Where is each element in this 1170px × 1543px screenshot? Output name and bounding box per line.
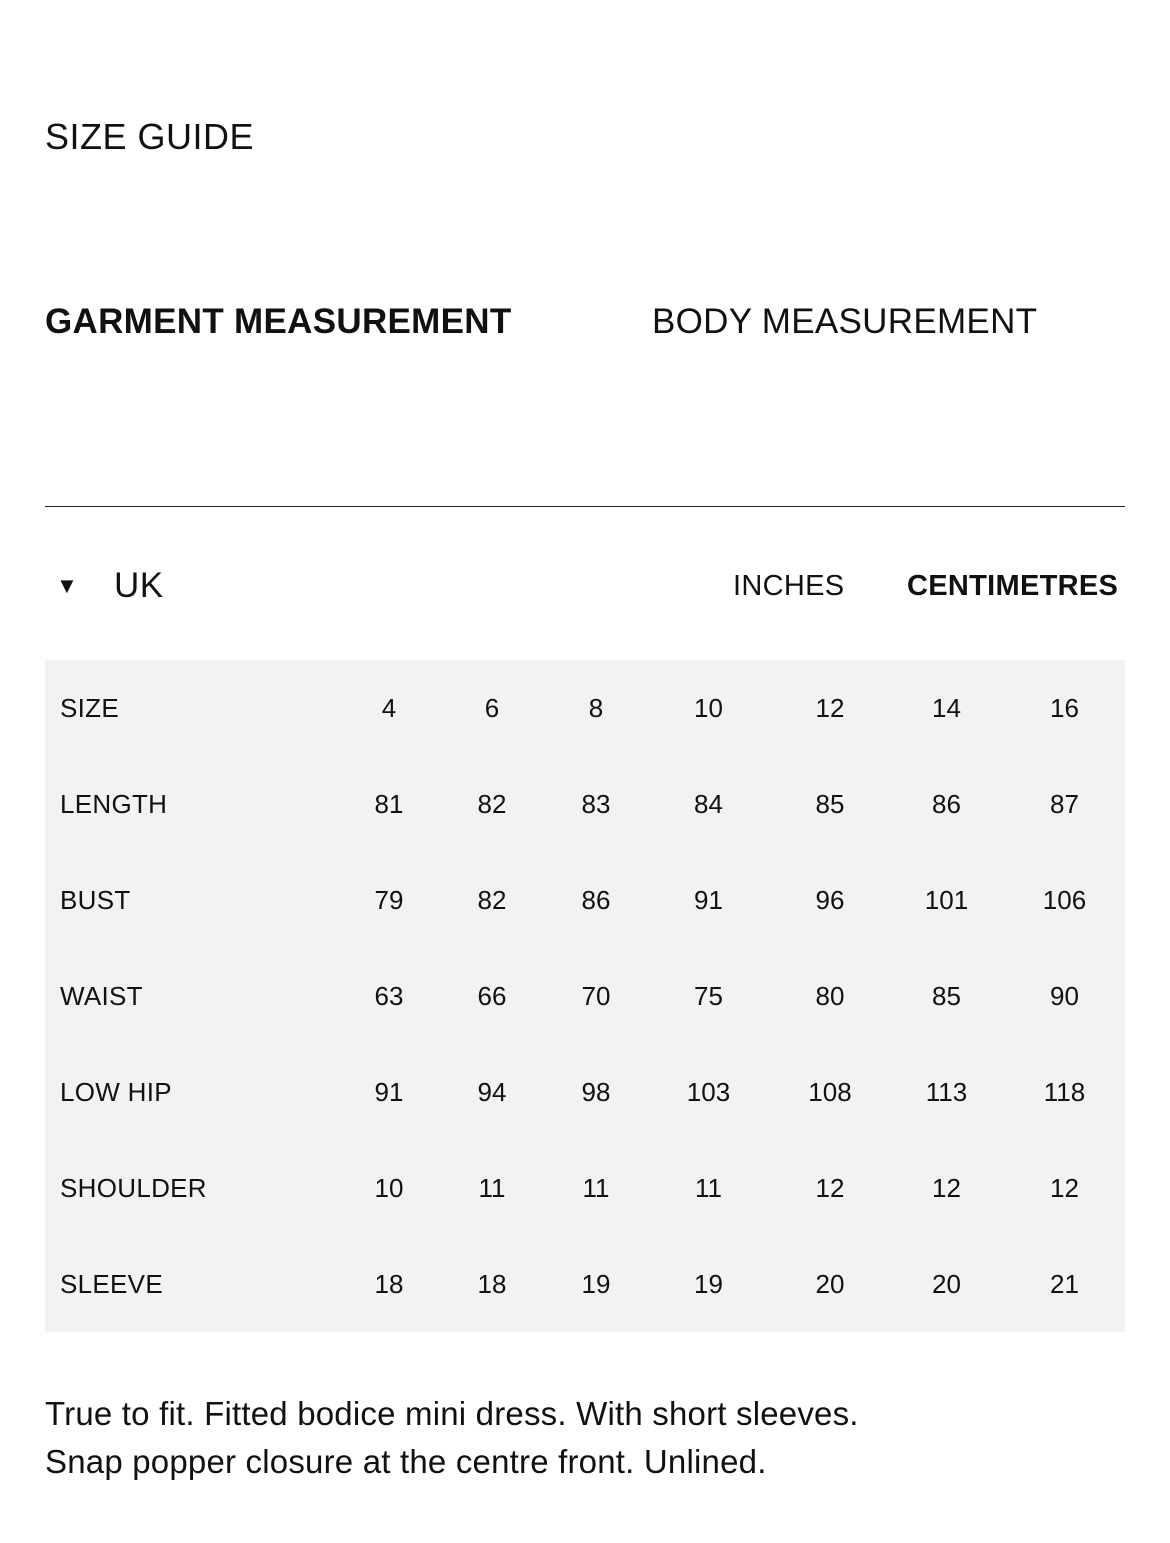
- table-cell: 12: [1050, 1172, 1079, 1203]
- tab-body-measurement[interactable]: BODY MEASUREMENT: [652, 302, 1038, 341]
- row-label: LENGTH: [60, 788, 168, 819]
- table-cell: 14: [932, 692, 961, 723]
- caret-down-icon: ▼: [56, 573, 78, 598]
- table-cell: 10: [694, 692, 723, 723]
- row-label: BUST: [60, 884, 131, 915]
- row-label: WAIST: [60, 980, 143, 1011]
- table-cell: 10: [374, 1172, 404, 1203]
- table-row: [45, 756, 1125, 852]
- table-row: [45, 1236, 1125, 1332]
- row-label: LOW HIP: [60, 1076, 172, 1107]
- region-dropdown[interactable]: [56, 566, 164, 606]
- table-cell: 75: [694, 980, 723, 1011]
- table-cell: 103: [686, 1076, 731, 1107]
- table-row: [45, 1140, 1125, 1236]
- table-cell: 83: [581, 788, 611, 819]
- table-row: [45, 660, 1125, 756]
- table-cell: 91: [694, 884, 723, 915]
- table-cell: 6: [484, 692, 500, 723]
- table-cell: 63: [374, 980, 404, 1011]
- table-cell: 11: [478, 1172, 506, 1203]
- table-cell: 66: [477, 980, 507, 1011]
- table-cell: 4: [381, 692, 397, 723]
- table-cell: 101: [924, 884, 969, 915]
- table-cell: 91: [374, 1076, 404, 1107]
- table-cell: 12: [815, 692, 845, 723]
- row-label: SLEEVE: [60, 1268, 163, 1299]
- description-line-2: Snap popper closure at the centre front. Unlined.: [45, 1443, 767, 1480]
- table-cell: 81: [374, 788, 404, 819]
- tab-garment-measurement[interactable]: GARMENT MEASUREMENT: [45, 302, 512, 341]
- size-table: [45, 660, 1125, 1332]
- page-title: SIZE GUIDE: [45, 116, 255, 157]
- table-cell: 82: [477, 788, 507, 819]
- table-cell: 70: [581, 980, 611, 1011]
- table-cell: 84: [694, 788, 723, 819]
- table-cell: 113: [925, 1076, 968, 1107]
- table-cell: 85: [932, 980, 961, 1011]
- table-cell: 98: [581, 1076, 611, 1107]
- table-cell: 19: [581, 1268, 611, 1299]
- table-cell: 108: [808, 1076, 852, 1107]
- table-cell: 80: [815, 980, 845, 1011]
- table-cell: 94: [477, 1076, 507, 1107]
- unit-toggle-centimetres[interactable]: CENTIMETRES: [907, 570, 1119, 602]
- table-cell: 20: [815, 1268, 845, 1299]
- table-cell: 8: [588, 692, 604, 723]
- table-cell: 86: [581, 884, 611, 915]
- table-cell: 11: [582, 1172, 610, 1203]
- table-cell: 87: [1050, 788, 1079, 819]
- row-label: SIZE: [60, 692, 119, 723]
- table-cell: 79: [374, 884, 404, 915]
- table-cell: 20: [932, 1268, 961, 1299]
- table-cell: 21: [1050, 1268, 1079, 1299]
- unit-toggle-inches[interactable]: INCHES: [733, 570, 845, 602]
- table-cell: 82: [477, 884, 507, 915]
- table-cell: 106: [1042, 884, 1087, 915]
- table-cell: 18: [374, 1268, 404, 1299]
- table-cell: 12: [815, 1172, 845, 1203]
- section-divider: [45, 506, 1125, 507]
- table-cell: 19: [694, 1268, 723, 1299]
- table-cell: 85: [815, 788, 845, 819]
- description-line-1: True to fit. Fitted bodice mini dress. With short sleeves.: [45, 1395, 859, 1432]
- table-row: [45, 852, 1125, 948]
- table-cell: 12: [932, 1172, 961, 1203]
- table-cell: 96: [815, 884, 845, 915]
- table-cell: 86: [932, 788, 961, 819]
- table-cell: 16: [1050, 692, 1079, 723]
- table-cell: 118: [1043, 1076, 1086, 1107]
- table-cell: 11: [695, 1172, 722, 1203]
- region-label: UK: [114, 566, 164, 605]
- product-description: [45, 1390, 1125, 1486]
- table-row: [45, 948, 1125, 1044]
- table-cell: 90: [1050, 980, 1079, 1011]
- table-cell: 18: [477, 1268, 507, 1299]
- table-row: [45, 1044, 1125, 1140]
- row-label: SHOULDER: [60, 1172, 207, 1203]
